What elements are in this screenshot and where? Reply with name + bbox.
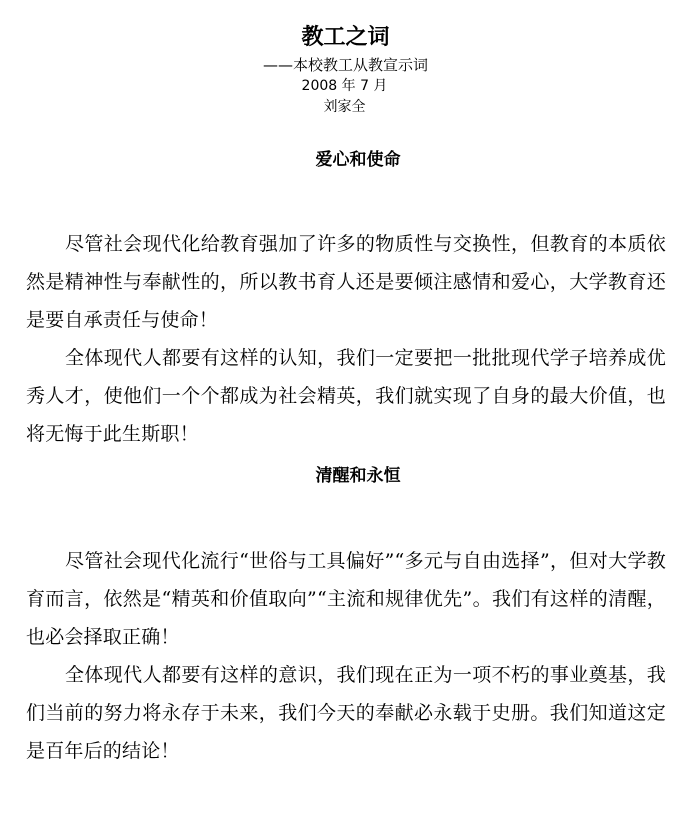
section-body [26,225,666,453]
paragraph: 全体现代人都要有这样的认知，我们一定要把一批批现代学子培养成优秀人才，使他们一个个都成为社会精英，我们就实现了自身的最大价值，也将无悔于此生斯职！ [26,347,666,445]
document-date: 2008 年 7 月 [301,78,388,94]
section-body [26,542,666,770]
document-title: 教工之词 [301,24,390,50]
paragraph: 全体现代人都要有这样的意识，我们现在正为一项不朽的事业奠基，我们当前的努力将永存于未来，我们今天的奉献必永载于史册。我们知道这定是百年后的结论！ [26,664,666,762]
paragraph: 尽管社会现代化流行“世俗与工具偏好”“多元与自由选择”，但对大学教育而言，依然是“精英和价值取向”“主流和规律优先”。我们有这样的清醒，也必会择取正确！ [26,550,666,648]
document-subtitle: ——本校教工从教宣示词 [262,56,428,74]
section-love-and-mission [26,148,666,453]
section-heading: 爱心和使命 [315,150,401,170]
section-clarity-and-eternity [26,464,666,770]
document-header [0,22,689,118]
section-heading: 清醒和永恒 [315,466,401,486]
document-author: 刘家全 [323,99,366,115]
paragraph: 尽管社会现代化给教育强加了许多的物质性与交换性，但教育的本质依然是精神性与奉献性的，所以教书育人还是要倾注感情和爱心，大学教育还是要自承责任与使命！ [26,233,666,331]
